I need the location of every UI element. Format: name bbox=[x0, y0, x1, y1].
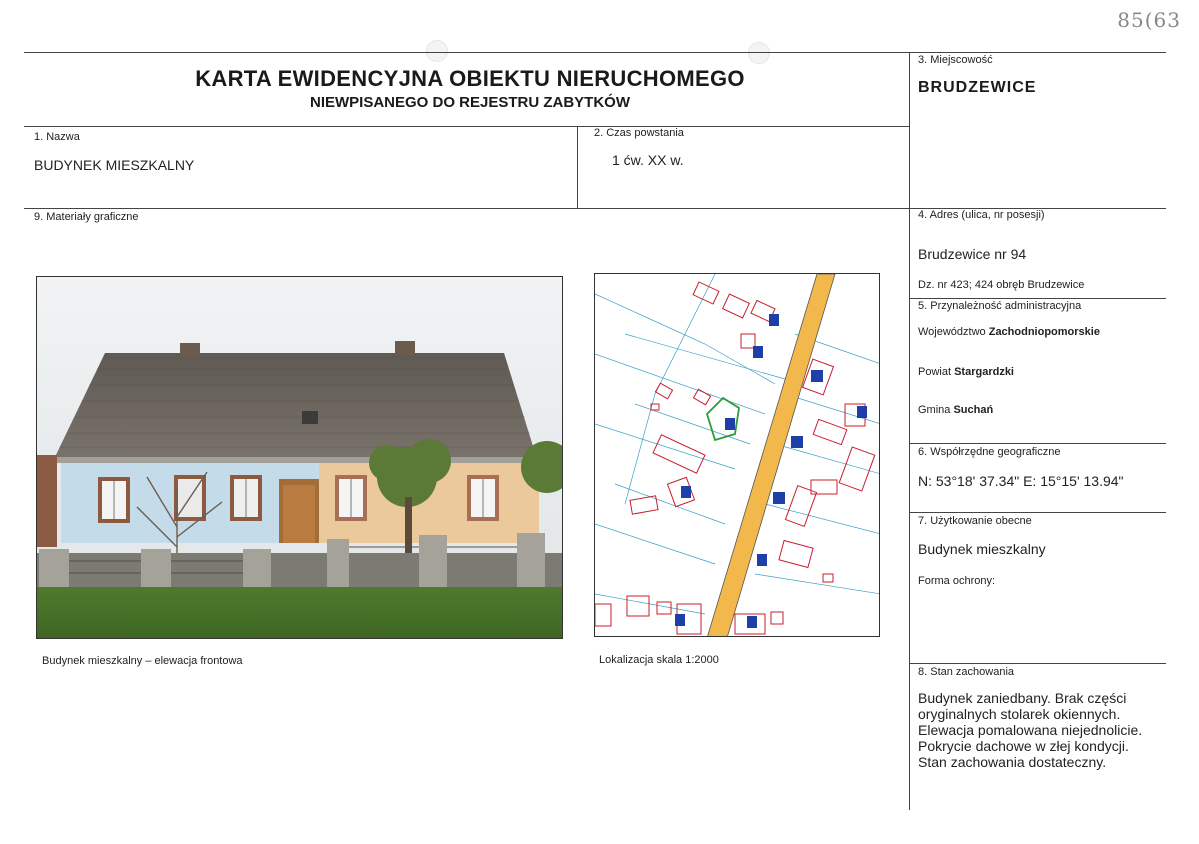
location-map bbox=[594, 273, 880, 637]
section-divider-6 bbox=[909, 443, 1166, 444]
locality-value: BRUDZEWICE bbox=[918, 79, 1037, 96]
coords-value: N: 53°18' 37.34" E: 15°15' 13.94" bbox=[918, 473, 1124, 489]
use-label: 7. Użytkowanie obecne bbox=[918, 515, 1032, 527]
commune-value: Suchań bbox=[953, 404, 994, 416]
section-divider-8 bbox=[909, 663, 1166, 664]
name-value: BUDYNEK MIESZKALNY bbox=[34, 157, 195, 173]
title-bottom-line bbox=[24, 126, 909, 127]
voivodeship-prefix: Województwo bbox=[918, 326, 989, 338]
section-divider-7 bbox=[909, 512, 1166, 513]
protection-label: Forma ochrony: bbox=[918, 575, 996, 587]
address-value: Brudzewice nr 94 bbox=[918, 246, 1027, 262]
commune-line bbox=[918, 404, 993, 416]
locality-label: 3. Miejscowość bbox=[918, 54, 993, 66]
county-line bbox=[918, 366, 1014, 378]
state-description bbox=[918, 690, 1188, 770]
voivodeship-line bbox=[918, 326, 1100, 338]
page-subtitle: NIEWPISANEGO DO REJESTRU ZABYTKÓW bbox=[309, 94, 631, 111]
state-line: Pokrycie dachowe w złej kondycji. bbox=[918, 738, 1129, 754]
punch-hole-left bbox=[426, 40, 448, 62]
coords-label: 6. Współrzędne geograficzne bbox=[918, 446, 1061, 458]
county-value: Stargardzki bbox=[954, 366, 1014, 378]
graphics-label: 9. Materiały graficzne bbox=[34, 211, 139, 223]
address-label: 4. Adres (ulica, nr posesji) bbox=[918, 209, 1045, 221]
section-divider-5 bbox=[909, 298, 1166, 299]
admin-label: 5. Przynależność administracyjna bbox=[918, 300, 1082, 312]
photo-caption: Budynek mieszkalny – elewacja frontowa bbox=[42, 655, 243, 667]
house-photo bbox=[36, 276, 563, 639]
state-line: Elewacja pomalowana niejednolicie. bbox=[918, 722, 1143, 738]
county-prefix: Powiat bbox=[918, 366, 955, 378]
commune-prefix: Gmina bbox=[918, 404, 954, 416]
punch-hole-right bbox=[748, 42, 770, 64]
period-value: 1 ćw. XX w. bbox=[612, 152, 684, 168]
state-line: Budynek zaniedbany. Brak części bbox=[918, 690, 1127, 706]
state-line: oryginalnych stolarek okiennych. bbox=[918, 706, 1121, 722]
top-border-line bbox=[24, 52, 1166, 53]
map-caption: Lokalizacja skala 1:2000 bbox=[599, 654, 719, 666]
state-label: 8. Stan zachowania bbox=[918, 666, 1015, 678]
parcel-value: Dz. nr 423; 424 obręb Brudzewice bbox=[918, 279, 1085, 291]
name-period-divider bbox=[577, 126, 578, 208]
state-line: Stan zachowania dostateczny. bbox=[918, 754, 1107, 770]
right-column-divider bbox=[909, 52, 910, 810]
voivodeship-value: Zachodniopomorskie bbox=[988, 326, 1100, 338]
page-title: KARTA EWIDENCYJNA OBIEKTU NIERUCHOMEGO bbox=[195, 66, 745, 91]
handwritten-number: 85(63 bbox=[1117, 8, 1181, 32]
use-value: Budynek mieszkalny bbox=[918, 541, 1046, 557]
name-label: 1. Nazwa bbox=[34, 131, 80, 143]
period-label: 2. Czas powstania bbox=[594, 127, 684, 139]
